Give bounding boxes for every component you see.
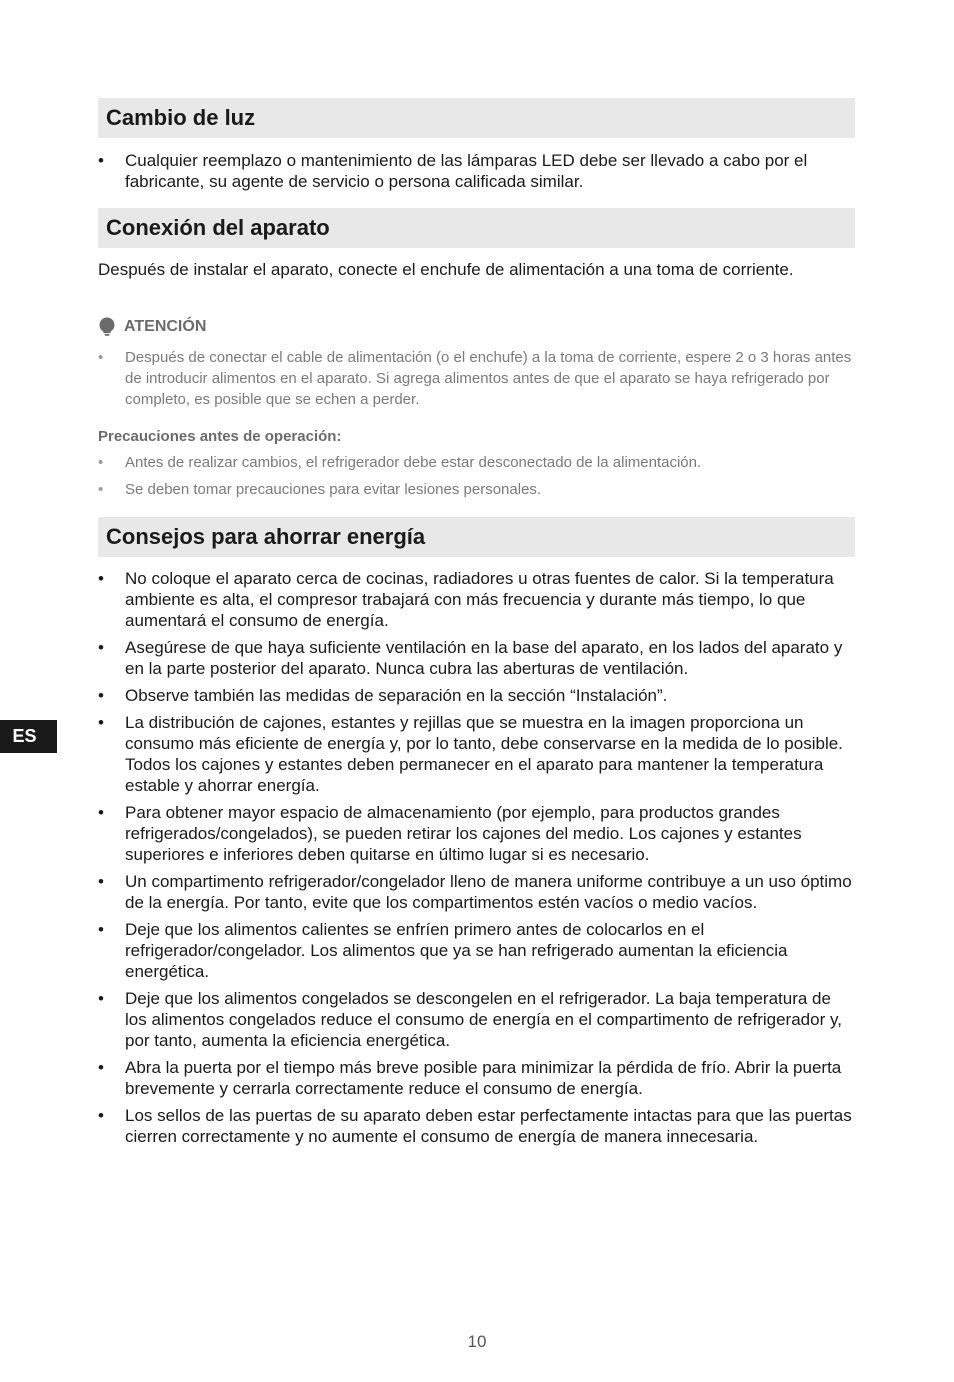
list-item: • Se deben tomar precauciones para evitar lesiones personales. [98, 479, 855, 500]
list-item: • La distribución de cajones, estantes y rejillas que se muestra en la imagen proporciona un consumo más eficiente de energía y, por lo tanto, debe conservarse en la medida de lo posible. Todos los cajones y estantes deben permanecer en el aparato para mantener la temperatura estable y ahorrar energía. [98, 712, 855, 796]
precautions-title: Precauciones antes de operación: [98, 428, 342, 445]
list-item: • Abra la puerta por el tiempo más breve posible para minimizar la pérdida de frío. Abrir la puerta brevemente y cerrarla correctamente reduce el consumo de energía. [98, 1057, 855, 1099]
section-title: Conexión del aparato [106, 215, 330, 240]
language-tab-label: ES [12, 726, 37, 746]
section-header-cambio-de-luz [98, 98, 855, 138]
attention-heading [98, 317, 855, 337]
list-item: • Los sellos de las puertas de su aparato deben estar perfectamente intactas para que las puertas cierren correctamente y no aumente el consumo de energía de manera innecesaria. [98, 1105, 855, 1147]
list-item: • Deje que los alimentos congelados se descongelen en el refrigerador. La baja temperatura de los alimentos congelados reduce el consumo de energía en el compartimento de refrigerador y, por tanto, aumenta la eficiencia energética. [98, 988, 855, 1051]
list-item: • Deje que los alimentos calientes se enfríen primero antes de colocarlos en el refrigerador/congelador. Los alimentos que ya se han refrigerado aumentan la eficiencia energética. [98, 919, 855, 982]
section1-list [98, 150, 855, 192]
attention-list [98, 347, 855, 410]
list-item: • Un compartimento refrigerador/congelador lleno de manera uniforme contribuye a un uso óptimo de la energía. Por tanto, evite que los compartimentos estén vacíos o medio vacíos. [98, 871, 855, 913]
list-item: • Después de conectar el cable de alimentación (o el enchufe) a la toma de corriente, espere 2 o 3 horas antes de introducir alimentos en el aparato. Si agrega alimentos antes de que el aparato se haya refrigerado por completo, es posible que se echen a perder. [98, 347, 855, 410]
section-header-conexion [98, 208, 855, 248]
language-tab [0, 720, 57, 753]
list-item: • Para obtener mayor espacio de almacenamiento (por ejemplo, para productos grandes refrigerados/congelados), se pueden retirar los cajones del medio. Los cajones y estantes superiores e inferiores deben quitarse en último lugar si es necesario. [98, 802, 855, 865]
section-title: Cambio de luz [106, 105, 256, 130]
lightbulb-icon [98, 317, 116, 337]
attention-label: ATENCIÓN [124, 318, 207, 335]
list-item: • Asegúrese de que haya suficiente ventilación en la base del aparato, en los lados del aparato y en la parte posterior del aparato. Nunca cubra las aberturas de ventilación. [98, 637, 855, 679]
list-item: • No coloque el aparato cerca de cocinas, radiadores u otras fuentes de calor. Si la temperatura ambiente es alta, el compresor trabajará con más frecuencia y durante más tiempo, lo que aumentará el consumo de energía. [98, 568, 855, 631]
connection-paragraph: Después de instalar el aparato, conecte el enchufe de alimentación a una toma de corriente. [98, 260, 794, 279]
list-item: • Observe también las medidas de separación en la sección “Instalación”. [98, 685, 855, 706]
section-header-consejos [98, 517, 855, 557]
list-item: • Antes de realizar cambios, el refrigerador debe estar desconectado de la alimentación. [98, 452, 855, 473]
list-item: • Cualquier reemplazo o mantenimiento de las lámparas LED debe ser llevado a cabo por el fabricante, su agente de servicio o persona calificada similar. [98, 150, 855, 192]
energy-tips-list [98, 568, 855, 1147]
page-content [98, 98, 855, 1153]
page-number: 10 [467, 1332, 487, 1351]
section-title: Consejos para ahorrar energía [106, 524, 426, 549]
precautions-list [98, 452, 855, 500]
